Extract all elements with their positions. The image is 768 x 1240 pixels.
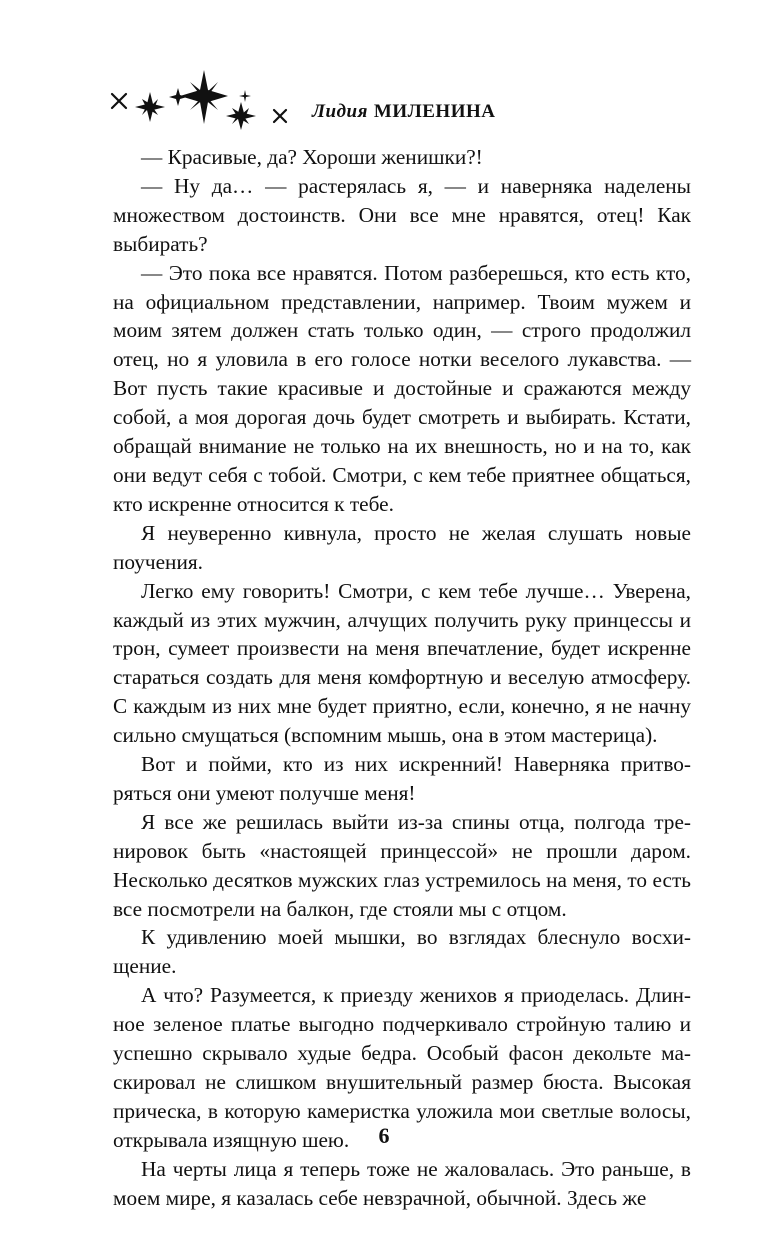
paragraph: Легко ему говорить! Смотри, с кем тебе лучше… Уверена, каждый из этих мужчин, алчущих получить руку принцессы и трон, сумеет произвести на меня впечатление, будет искренне стараться создать для меня комфортную и веселую атмосферу. С каждым из них мне будет приятно, если, конечно, я не начну сильно смущаться (вспомним мышь, она в этом мастерица). [113, 578, 691, 748]
paragraph: — Это пока все нравятся. Потом разберешься, кто есть кто, на официальном представлении, например. Твоим мужем и моим зятем должен стать только один, — строго продолжил отец, но я уловила в его голосе нотки веселого лукавства. — Вот пусть такие красивые и достойные и сражаются между собой, а моя дорогая дочь будет смотреть и выбирать. Кстати, обращай внимание не только на их внешность, но и на то, как они ведут себя с тобой. Смотри, с кем тебе приятнее общаться, кто искренне относится к тебе. [113, 260, 691, 516]
body-text [113, 143, 691, 1213]
star-icon [274, 110, 286, 122]
paragraph: На черты лица я теперь тоже не жаловалась. Это раньше, в моем мире, я казалась себе невзрачной, обычной. Здесь же [113, 1156, 691, 1210]
author-name [312, 101, 496, 123]
star-icon [239, 90, 251, 102]
paragraph: К удивлению моей мышки, во взглядах блеснуло восхищение. [113, 925, 691, 979]
stars-ornament-icon [108, 68, 308, 138]
running-header [108, 68, 528, 138]
paragraph: — Красивые, да? Хороши женишки?! [141, 145, 483, 169]
star-icon [180, 70, 228, 124]
author-last-name: МИЛЕНИНА [373, 101, 496, 122]
paragraph: — Ну да… — растерялась я, — и наверняка наделены множеством достоинств. Они все мне нравятся, отец! Как выбирать? [113, 173, 691, 256]
paragraph: Я неуверенно кивнула, просто не желая слушать новые поучения. [113, 520, 691, 574]
star-icon [226, 102, 256, 130]
paragraph: Я все же решилась выйти из-за спины отца, полгода тренировок быть «настоящей принцессой» не прошли даром. Несколько десятков мужских глаз устремилось на меня, то есть все посмотрели на балкон, где стояли мы с отцом. [113, 809, 691, 921]
star-icon [112, 94, 126, 108]
paragraph: Вот и пойми, кто из них искренний! Наверняка притворяться они умеют получше меня! [113, 752, 691, 805]
author-first-name: Лидия [312, 101, 368, 122]
paragraph: А что? Разумеется, к приезду женихов я приоделась. Длинное зеленое платье выгодно подчеркивало стройную талию и успешно скрывало худые бедра. Особый фасон декольте маскировал не слишком внушительный размер бюста. Высокая прическа, в которую камеристка уложила мои светлые волосы, открывала изящную шею. [113, 983, 691, 1152]
star-icon [135, 92, 165, 122]
page-number: 6 [378, 1123, 390, 1148]
